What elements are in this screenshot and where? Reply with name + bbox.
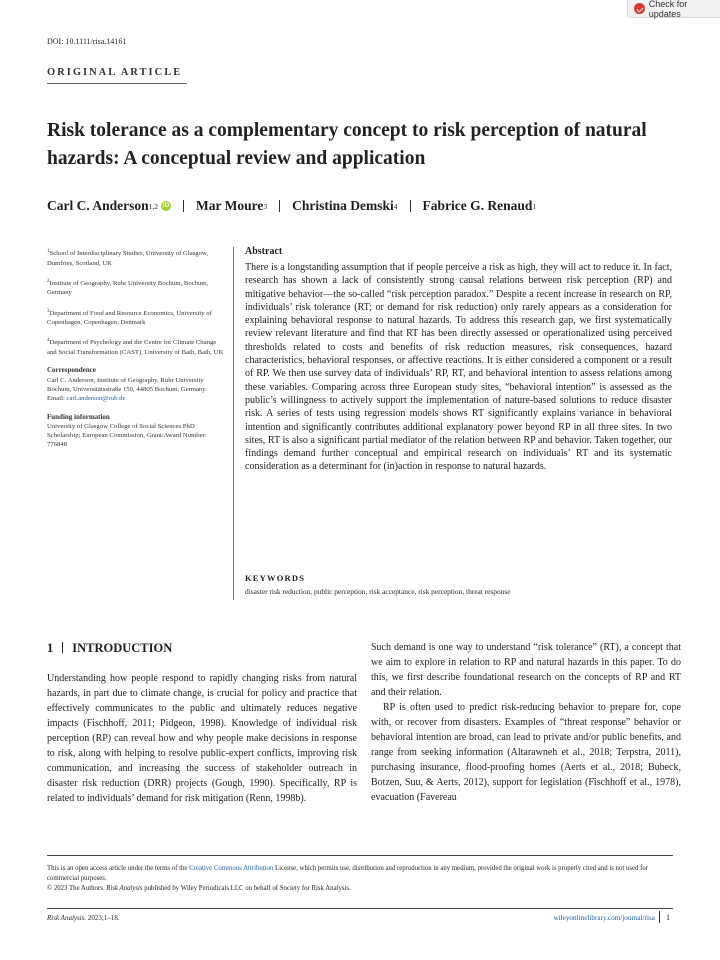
journal-citation: Risk Analysis. 2023;1–18. [47, 914, 120, 922]
funding-text: University of Glasgow College of Social Sciences PhD Scholarship; European Commission, Grant/Award Number: 776848 [47, 422, 207, 449]
author-separator [279, 200, 280, 212]
affiliation: $^1$School of Interdisciplinary Studies, University of Glasgow, Dumfries, Scotland, UK [47, 249, 209, 267]
author-affiliation-sup: 4 [393, 201, 398, 211]
section-title: INTRODUCTION [72, 641, 173, 655]
check-for-updates-button[interactable] [627, 0, 720, 18]
page-number: 1 [666, 913, 670, 922]
license-text: This is an open access article under the terms of the Creative Commons Attribution License, which permits use, distribution and reproduction in any medium, provided the original work is properly cited and is not used for commercial purposes. [47, 865, 649, 883]
author-separator [183, 200, 184, 212]
license-footnote [47, 864, 673, 895]
author-name: Christina Demski [292, 198, 394, 213]
column-divider [233, 247, 234, 600]
article-info-column [47, 247, 227, 459]
keywords-heading: KEYWORDS [245, 573, 306, 583]
abstract-heading: Abstract [245, 246, 283, 257]
keywords-text: disaster risk reduction, public perception, risk acceptance, risk perception, threat response [245, 587, 511, 596]
footer-rule [47, 908, 673, 909]
funding-heading: Funding information [47, 412, 110, 421]
check-for-updates-label: Check for updates [648, 0, 688, 19]
article-type: ORIGINAL ARTICLE [47, 67, 183, 78]
author-name: Mar Moure [196, 198, 264, 213]
affiliation: $^3$Department of Food and Resource Economics, University of Copenhagen, Copenhagen, Denmark [47, 308, 212, 327]
abstract-text: There is a longstanding assumption that if people perceive a risk as high, they will act to reduce it. In fact, research has shown a lack of consistently strong causal relations between risk perception (RP) and mitigative behavior—the so-called “risk perception paradox.” Despite a recent increase in research on RP, individuals’ risk tolerance (RT; or demand for risk reduction) only rarely appears as a consideration for explaining behavioral response to natural hazards. To address this research gap, we first systematically review relevant literature and find that RT has been directly assessed or operationalized using perceived thresholds related to costs and benefits of risk reduction measures, risk consequences, hazard characteristics, behavioral responses, or affective reactions. It is either considered a component or a result of RP. We then use survey data of individuals’ RP, RT, and behavioral intention to assess relations among these variables. Comparing across three European study sites, “behavioral intention” is assessed as the public’s willingness to actively support the implementation of nature-based solutions to reduce disaster risk. A series of tests using regression models shows RT significantly explains variance in behavioral intention and significantly contributes additional explanatory power beyond RP in all three sites. In two sites, RT is also a significant partial mediator of the relation between RP and behavior. Taken together, our findings demand further conceptual and empirical research on individuals’ RT and its systematic consideration as a determinant for (in)action in response to natural hazards. [245, 262, 672, 473]
page-number-bar [659, 911, 660, 923]
correspondence-heading: Correspondence [47, 366, 96, 375]
paper-title: Risk tolerance as a complementary concept to risk perception of natural hazards: A conceptual review and application [47, 120, 647, 169]
body-column-left [47, 671, 357, 806]
section-number: 1 [47, 641, 54, 655]
correspondence-text: Carl C. Anderson, Institute of Geography, Ruhr University Bochum, Universitätsstraße 150, 44805 Bochum, Germany. Email: carl.anderson@rub.de [47, 376, 207, 403]
license-link[interactable]: Creative Commons Attribution [189, 865, 274, 872]
paragraph: Understanding how people respond to rapidly changing risks from natural hazards, in part due to climate change, is crucial for policy and practice that effectively communicates to the public and ultimately reduces negative impacts (Fischhoff, 2011; Pidgeon, 1998). Knowledge of individual risk perception (RP) can reveal how and why people make decisions in response to risk, along with helping to resolve public-expert conflicts, improving risk communication, and increasing the success of stakeholder outreach in disaster risk reduction (DRR) projects (Gough, 1990). Specifically, RP is related to individuals’ demand for risk mitigation (Renn, 1998b). [47, 673, 357, 804]
email-link[interactable]: carl.anderson@rub.de [66, 395, 126, 403]
author-affiliation-sup: 1 [532, 201, 537, 211]
affiliation: $^4$Department of Psychology and the Centre for Climate Change and Social Transformation (CAST), University of Bath, Bath, UK [47, 338, 224, 357]
section-heading [47, 641, 172, 656]
paragraph: Such demand is one way to understand “risk tolerance” (RT), a concept that we aim to explore in relation to RP and natural hazards in this paper. To do this, we first describe foundational research on the concepts of RP and RT and their relation. [371, 642, 681, 698]
paragraph: RP is often used to predict risk-reducing behavior to prepare for, cope with, or recover from disasters. Examples of “threat response” behavior or behavioral intention are broad, can lead to private and/or public benefits, and range from seeking information (Altarawneh et al., 2018; Terpstra, 2011), purchasing insurance, flood-proofing homes (Aerts et al., 2018; Bubeck, Botzen, Suu, & Aerts, 2012), support for legislation (Fischhoff et al., 1978), evacuation (Favereau [371, 702, 681, 803]
affiliation: $^2$Institute of Geography, Ruhr University Bochum, Bochum, Germany [47, 278, 209, 297]
author-name: Fabrice G. Renaud [422, 198, 533, 213]
author-name: Carl C. Anderson [47, 198, 149, 213]
copyright-text: © 2023 The Authors. Risk Analysis published by Wiley Periodicals LLC on behalf of Society for Risk Analysis. [47, 885, 351, 893]
author-affiliation-sup: 3 [263, 201, 268, 211]
section-heading-bar [62, 642, 63, 653]
article-type-rule [47, 83, 187, 84]
journal-site-link[interactable]: wileyonlinelibrary.com/journal/risa [553, 914, 655, 922]
check-badge-icon [634, 3, 645, 14]
doi: DOI: 10.1111/risa.14161 [47, 37, 127, 46]
body-column-right [371, 640, 681, 805]
author-separator [410, 200, 411, 212]
footnote-rule [47, 855, 673, 856]
author-list [47, 198, 536, 214]
orcid-icon[interactable]: iD [162, 202, 170, 209]
author-affiliation-sup: 1,2 [148, 201, 159, 211]
